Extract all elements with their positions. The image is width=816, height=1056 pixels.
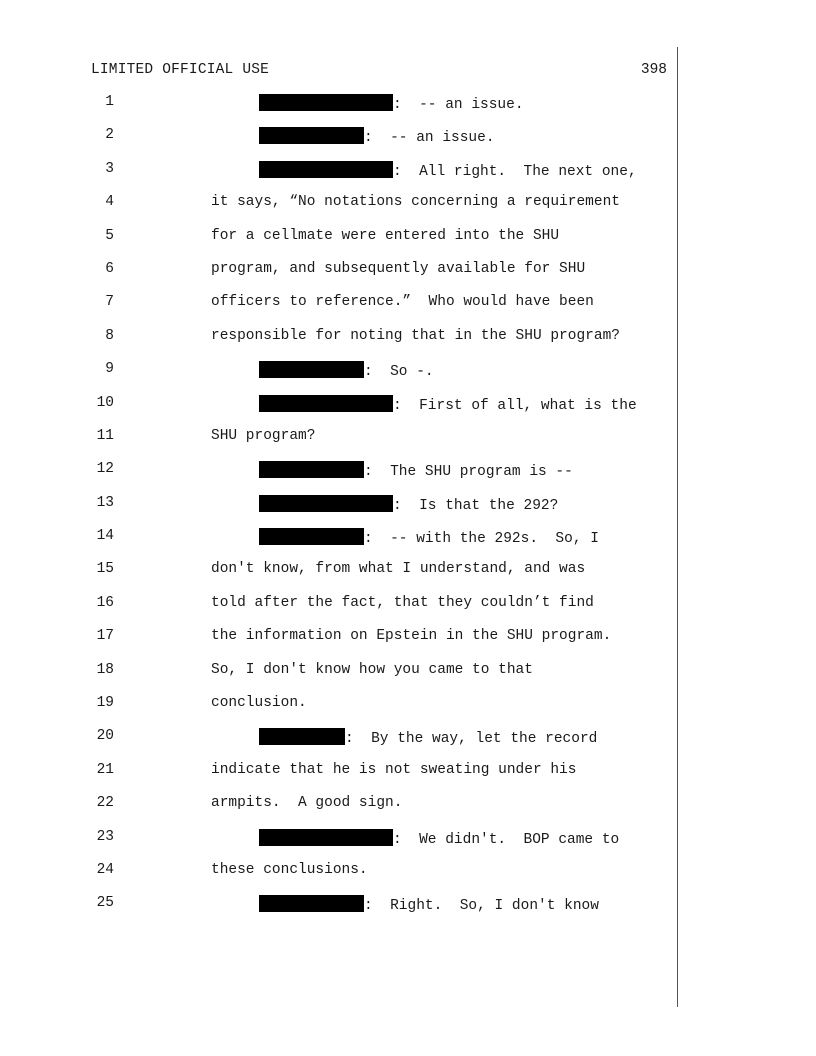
line-text: for a cellmate were entered into the SHU — [211, 227, 560, 244]
speaker-line — [259, 94, 524, 113]
redaction-block — [259, 94, 393, 111]
line-number: 22 — [96, 795, 114, 812]
speaker-line — [259, 395, 637, 414]
transcript-line — [0, 253, 680, 286]
line-text: it says, “No notations concerning a requirement — [211, 194, 620, 211]
transcript-line — [0, 787, 680, 820]
line-number: 12 — [96, 461, 114, 478]
redaction-block — [259, 895, 364, 912]
transcript-line — [0, 553, 680, 586]
transcript-line — [0, 453, 680, 486]
line-number: 19 — [96, 695, 114, 712]
transcript-line — [0, 620, 680, 653]
line-text: : -- an issue. — [393, 97, 524, 113]
line-number: 5 — [105, 227, 114, 244]
speaker-line — [259, 895, 599, 914]
speaker-line — [259, 127, 495, 146]
line-number: 25 — [96, 895, 114, 912]
line-number: 13 — [96, 494, 114, 511]
line-number: 6 — [105, 260, 114, 277]
transcript-line — [0, 220, 680, 253]
line-text: : The SHU program is -- — [364, 464, 573, 481]
line-text: told after the fact, that they couldn’t find — [211, 594, 594, 611]
header-classification: LIMITED OFFICIAL USE — [91, 62, 270, 78]
line-number: 10 — [96, 394, 114, 411]
line-text: : We didn't. BOP came to — [393, 831, 620, 848]
line-text: don't know, from what I understand, and was — [211, 561, 586, 578]
page-number: 398 — [640, 62, 667, 78]
line-text: armpits. A good sign. — [211, 795, 403, 812]
transcript-line — [0, 387, 680, 420]
line-number: 7 — [105, 294, 114, 311]
transcript-line — [0, 821, 680, 854]
line-number: 23 — [96, 828, 114, 845]
line-text: : -- an issue. — [364, 130, 495, 147]
line-number: 11 — [96, 427, 114, 444]
line-text: indicate that he is not sweating under his — [211, 761, 577, 778]
line-number: 24 — [96, 861, 114, 878]
redaction-block — [259, 127, 364, 144]
line-number: 9 — [105, 361, 114, 378]
line-text: : -- with the 292s. So, I — [364, 531, 599, 548]
redaction-block — [259, 829, 393, 846]
transcript-line — [0, 754, 680, 787]
line-number: 3 — [105, 160, 114, 177]
transcript-line — [0, 86, 680, 119]
redaction-block — [259, 361, 364, 378]
speaker-line — [259, 829, 619, 848]
transcript-line — [0, 520, 680, 553]
line-number: 1 — [105, 94, 114, 110]
transcript-line — [0, 654, 680, 687]
line-text: conclusion. — [211, 695, 307, 712]
line-number: 14 — [96, 528, 114, 545]
transcript-line — [0, 353, 680, 386]
redaction-block — [259, 461, 364, 478]
transcript-line — [0, 186, 680, 219]
line-number: 16 — [96, 594, 114, 611]
transcript-line — [0, 286, 680, 319]
line-text: these conclusions. — [211, 861, 368, 878]
line-text: responsible for noting that in the SHU program? — [211, 327, 620, 344]
line-text: program, and subsequently available for SHU — [211, 260, 586, 277]
transcript-line — [0, 153, 680, 186]
transcript-line — [0, 887, 680, 920]
transcript-line — [0, 420, 680, 453]
transcript-line — [0, 687, 680, 720]
speaker-line — [259, 361, 434, 380]
speaker-line — [259, 728, 597, 747]
line-number: 21 — [96, 761, 114, 778]
line-number: 2 — [105, 127, 114, 144]
speaker-line — [259, 461, 573, 480]
transcript-line — [0, 587, 680, 620]
transcript-line — [0, 119, 680, 152]
redaction-block — [259, 161, 393, 178]
line-text: the information on Epstein in the SHU program. — [211, 628, 612, 645]
speaker-line — [259, 495, 558, 514]
line-text: : So -. — [364, 364, 434, 381]
line-number: 8 — [105, 327, 114, 344]
line-number: 17 — [96, 628, 114, 645]
line-text: : First of all, what is the — [393, 397, 637, 414]
line-number: 20 — [96, 728, 114, 745]
redaction-block — [259, 528, 364, 545]
line-text: So, I don't know how you came to that — [211, 661, 533, 678]
line-text: : All right. The next one, — [393, 163, 637, 180]
line-text: SHU program? — [211, 427, 316, 444]
line-number: 15 — [96, 561, 114, 578]
redaction-block — [259, 395, 393, 412]
line-text: : Right. So, I don't know — [364, 898, 599, 915]
line-number: 4 — [105, 194, 114, 211]
redaction-block — [259, 728, 345, 745]
transcript-line — [0, 720, 680, 753]
transcript-line — [0, 854, 680, 887]
speaker-line — [259, 161, 637, 180]
redaction-block — [259, 495, 393, 512]
line-text: officers to reference.” Who would have been — [211, 294, 594, 311]
transcript-line — [0, 487, 680, 520]
line-text: : Is that the 292? — [393, 497, 559, 514]
line-text: : By the way, let the record — [345, 731, 598, 748]
speaker-line — [259, 528, 599, 547]
line-number: 18 — [96, 661, 114, 678]
transcript-line — [0, 320, 680, 353]
transcript-lines — [0, 86, 680, 921]
